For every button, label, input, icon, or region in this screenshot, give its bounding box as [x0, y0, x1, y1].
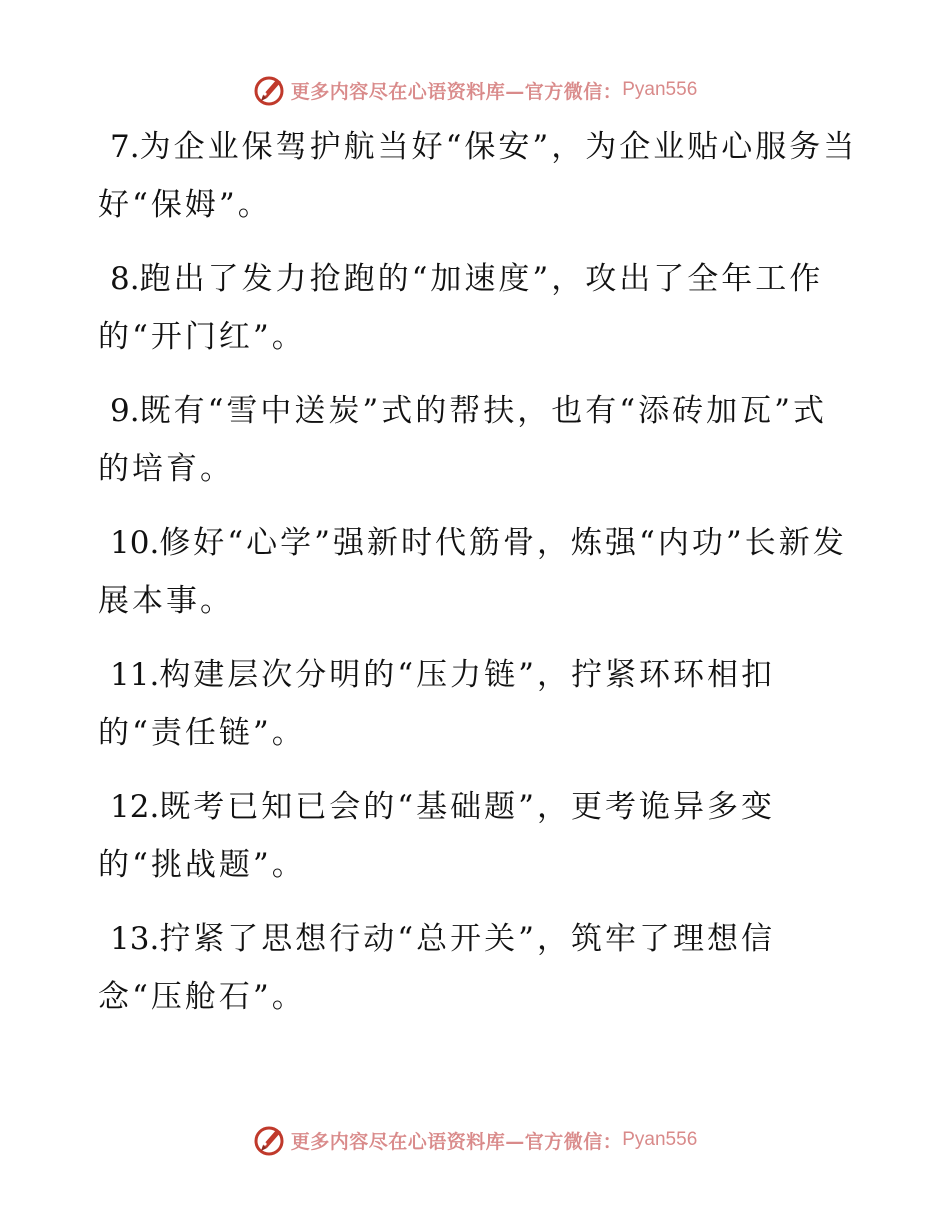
item-text: 既有“雪中送炭”式的帮扶，也有“添砖加瓦”式的培育。: [98, 393, 827, 487]
pen-logo-icon: [253, 73, 287, 107]
item-text: 拧紧了思想行动“总开关”，筑牢了理想信念“压舱石”。: [98, 921, 776, 1015]
item-text: 为企业保驾护航当好“保安”，为企业贴心服务当好“保姆”。: [98, 129, 858, 223]
list-item: [98, 250, 858, 366]
item-number: 11.: [110, 657, 160, 693]
list-item: [98, 910, 858, 1026]
item-number: 9.: [110, 393, 140, 429]
banner-text: 更多内容尽在心语资料库—官方微信：: [290, 1130, 623, 1153]
footer-banner: [0, 1120, 950, 1160]
list-item: [98, 778, 858, 894]
item-text: 构建层次分明的“压力链”，拧紧环环相扣的“责任链”。: [98, 657, 776, 751]
pen-logo-icon: [253, 1123, 287, 1157]
list-item: [98, 646, 858, 762]
banner-wechat-id: Pyan556: [622, 79, 698, 100]
item-number: 12.: [110, 789, 160, 825]
item-number: 7.: [110, 129, 140, 165]
banner-text: 更多内容尽在心语资料库—官方微信：: [290, 80, 623, 103]
item-text: 跑出了发力抢跑的“加速度”，攻出了全年工作的“开门红”。: [98, 261, 824, 355]
item-text: 既考已知已会的“基础题”，更考诡异多变的“挑战题”。: [98, 789, 776, 883]
header-banner: [0, 70, 950, 110]
list-item: [98, 514, 858, 630]
phrase-list: [98, 118, 858, 1042]
list-item: [98, 118, 858, 234]
item-text: 修好“心学”强新时代筋骨，炼强“内功”长新发展本事。: [98, 525, 847, 619]
item-number: 13.: [110, 921, 160, 957]
item-number: 10.: [110, 525, 160, 561]
item-number: 8.: [110, 261, 140, 297]
list-item: [98, 382, 858, 498]
banner-wechat-id: Pyan556: [622, 1129, 698, 1150]
